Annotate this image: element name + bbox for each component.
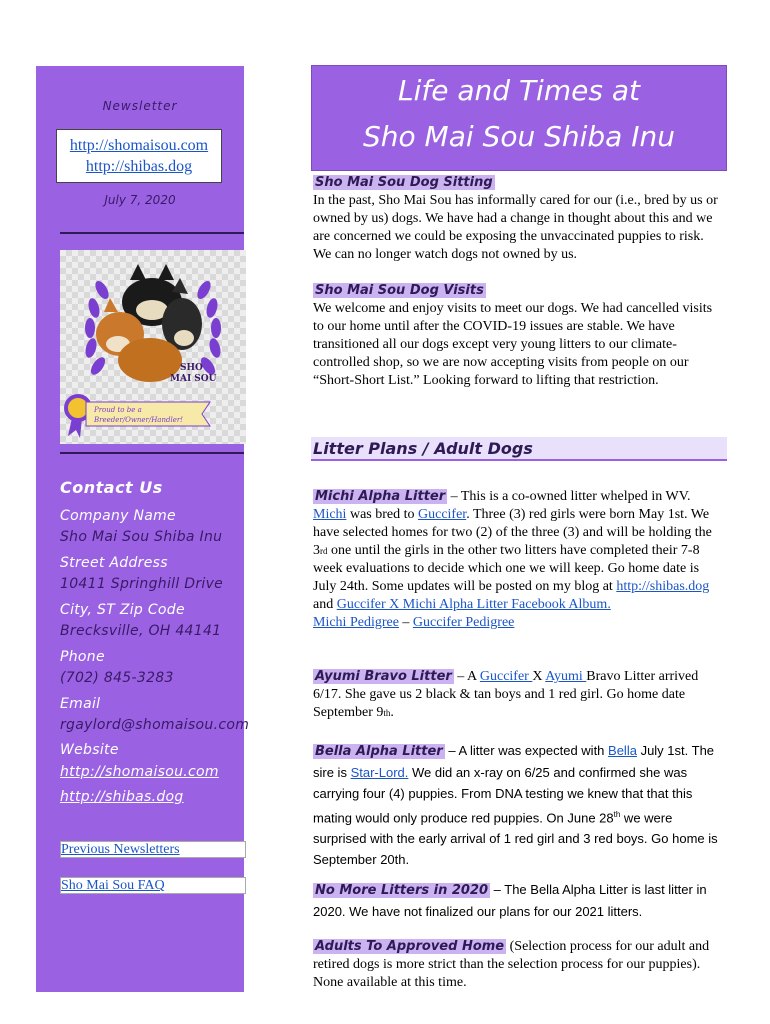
text-span: – A (453, 669, 480, 684)
faq-row (60, 877, 246, 894)
text-span: July 1st. The sire is (313, 743, 715, 780)
ayumi-link[interactable]: Ayumi (545, 669, 587, 684)
text-span: we were surprised with the early arrival of 1 red girl and 3 red boys. Go home is September 20th. (313, 810, 718, 868)
previous-newsletters-link[interactable]: Previous Newsletters (61, 842, 180, 857)
michi-litter-heading: Michi Alpha Litter (315, 489, 446, 504)
guccifer-link[interactable]: Guccifer (479, 669, 533, 684)
dog-sitting-text: In the past, Sho Mai Sou has informally cared for our (i.e., bred by us or owned by us) dogs. We have had a change in thought about this and we are concerned we could be exposing the unvaccinated puppies to risk. We can no longer watch dogs not owned by us. (313, 193, 718, 262)
previous-newsletters-row (60, 841, 246, 858)
dog-visits-heading: Sho Mai Sou Dog Visits (315, 283, 484, 298)
text-span: . Three (3) red girls were born May 1st. We have selected homes for two (2) of the three (3) and will be holding the 3 (313, 507, 712, 558)
star-lord-link[interactable]: Star-Lord. (350, 765, 409, 780)
website-link-shibas[interactable]: http://shibas.dog (60, 789, 184, 805)
url-box (56, 129, 222, 183)
no-more-litters-paragraph (313, 879, 723, 922)
url-link-shomaisou[interactable]: http://shomaisou.com (69, 137, 209, 154)
superscript: th (613, 810, 621, 819)
kennel-logo (60, 250, 246, 444)
divider (60, 232, 244, 234)
text-span: and (313, 597, 337, 612)
guccifer-pedigree-link[interactable]: Guccifer Pedigree (412, 615, 515, 630)
street-label: Street Address (60, 555, 168, 571)
text-span: Bravo Litter arrived 6/17. She gave us 2 black & tan boys and 1 red girl. Go home date September 9 (313, 669, 699, 720)
ayumi-litter-paragraph (313, 668, 723, 722)
text-span: – This is a co-owned litter whelped in WV. (447, 489, 691, 504)
logo-name-line2: MAI SOU (170, 374, 217, 384)
website-link-shomaisou[interactable]: http://shomaisou.com (60, 764, 219, 780)
facebook-album-link[interactable]: Guccifer X Michi Alpha Litter Facebook Album. (336, 597, 611, 612)
text-span: – A litter was expected with (444, 743, 609, 758)
adults-heading: Adults To Approved Home (315, 939, 505, 954)
no-more-litters-heading: No More Litters in 2020 (315, 883, 489, 898)
email-value[interactable]: rgaylord@shomaisou.com (60, 717, 250, 733)
company-label: Company Name (60, 508, 176, 524)
url-link-shibas[interactable]: http://shibas.dog (85, 158, 193, 175)
newsletter-date: July 7, 2020 (104, 193, 176, 207)
email-label: Email (60, 696, 101, 712)
street-value: 10411 Springhill Drive (60, 576, 224, 592)
faq-link[interactable]: Sho Mai Sou FAQ (61, 878, 165, 893)
divider (60, 452, 244, 454)
litter-plans-heading: Litter Plans / Adult Dogs (313, 439, 533, 458)
text-span: X (532, 669, 546, 684)
superscript: rd (320, 546, 328, 556)
ayumi-litter-heading: Ayumi Bravo Litter (315, 669, 452, 684)
banner-title-line2: Sho Mai Sou Shiba Inu (363, 120, 675, 153)
michi-litter-paragraph (313, 488, 723, 632)
text-span: (Selection process for our adult and retired dogs is more strict than the selection process for our puppies). None available at this time. (313, 939, 710, 990)
bella-litter-heading: Bella Alpha Litter (315, 744, 443, 759)
city-label: City, ST Zip Code (60, 602, 185, 618)
logo-name-line1: SHO (180, 363, 203, 373)
litter-plans-header (311, 437, 727, 461)
text-span: We did an x-ray on 6/25 and confirmed she was carrying four (4) puppies. From DNA testing we knew that that this mating would only produce red puppies. On June 28 (313, 765, 693, 826)
newsletter-banner (311, 65, 727, 171)
dog-sitting-heading: Sho Mai Sou Dog Sitting (315, 175, 493, 190)
michi-link[interactable]: Michi (313, 507, 347, 522)
contact-heading: Contact Us (60, 478, 163, 497)
bella-link[interactable]: Bella (608, 743, 637, 758)
subscript: th (383, 708, 391, 718)
newsletter-label: Newsletter (102, 99, 178, 113)
text-span: one until the girls in the other two litters have completed their 7-8 week evaluations to decide which one we will keep. Go home date is July 24th. Some updates will be posted on my blog at (313, 543, 700, 594)
banner-title-line1: Life and Times at (398, 74, 640, 107)
company-value: Sho Mai Sou Shiba Inu (60, 529, 223, 545)
text-span: was bred to (346, 507, 418, 522)
adults-paragraph (313, 938, 723, 992)
blog-link[interactable]: http://shibas.dog (616, 579, 710, 594)
city-value: Brecksville, OH 44141 (60, 623, 222, 639)
svg-text:Proud to be a: Proud to be a (94, 406, 142, 414)
dog-visits-text: We welcome and enjoy visits to meet our dogs. We had cancelled visits to our home until after the COVID-19 issues are stable. We have transitioned all our dogs except very young litters to our climate-controlled shop, so we are now accepting visits from people on our “Short-Short List.” Looking forward to lifting that restriction. (313, 301, 713, 388)
text-span: – (398, 615, 413, 630)
svg-text:Breeder/Owner/Handler!: Breeder/Owner/Handler! (94, 416, 183, 424)
michi-pedigree-link[interactable]: Michi Pedigree (313, 615, 399, 630)
phone-value: (702) 845-3283 (60, 670, 174, 686)
text-span: – The Bella Alpha Litter is last litter in 2020. We have not finalized our plans for our 2021 litters. (313, 882, 707, 919)
website-label: Website (60, 742, 119, 758)
phone-label: Phone (60, 649, 105, 665)
text-span: . (390, 705, 394, 720)
sidebar (36, 66, 250, 992)
bella-litter-paragraph (313, 740, 723, 870)
guccifer-link[interactable]: Guccifer (418, 507, 467, 522)
